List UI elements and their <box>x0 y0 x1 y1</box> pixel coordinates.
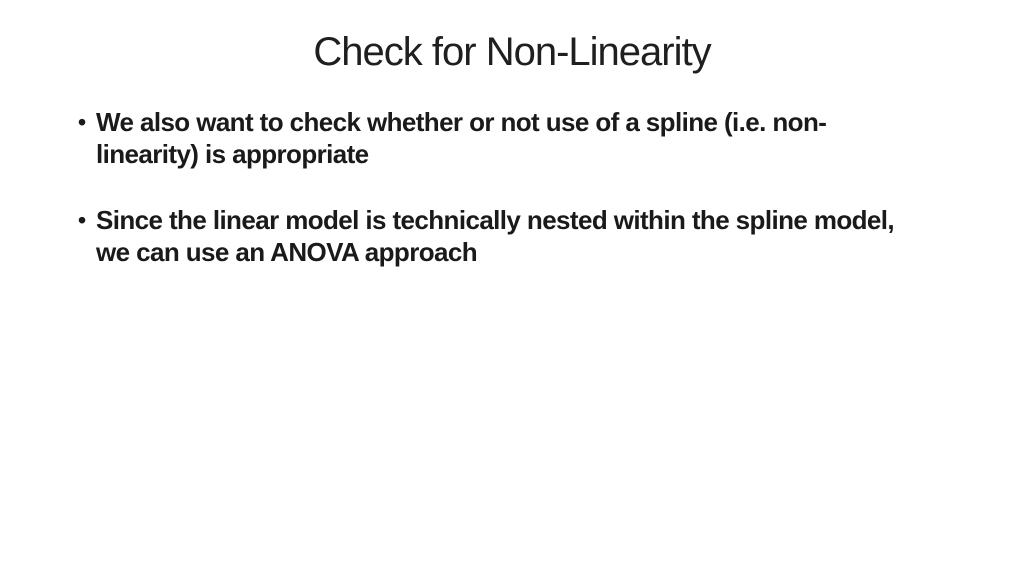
bullet-icon: • <box>78 109 87 135</box>
bullet-text <box>96 204 988 268</box>
bullet-text <box>96 106 988 170</box>
bullet-list <box>78 106 988 268</box>
bullet-line: linearity) is appropriate <box>96 139 369 169</box>
list-item <box>78 204 988 268</box>
list-item <box>78 106 988 170</box>
bullet-line: Since the linear model is technically nested within the spline model, <box>96 205 895 235</box>
bullet-icon: • <box>78 207 87 233</box>
bullet-line: we can use an ANOVA approach <box>96 237 478 267</box>
slide-title: Check for Non-Linearity <box>313 30 711 74</box>
bullet-line: We also want to check whether or not use of a spline (i.e. non- <box>96 107 827 137</box>
